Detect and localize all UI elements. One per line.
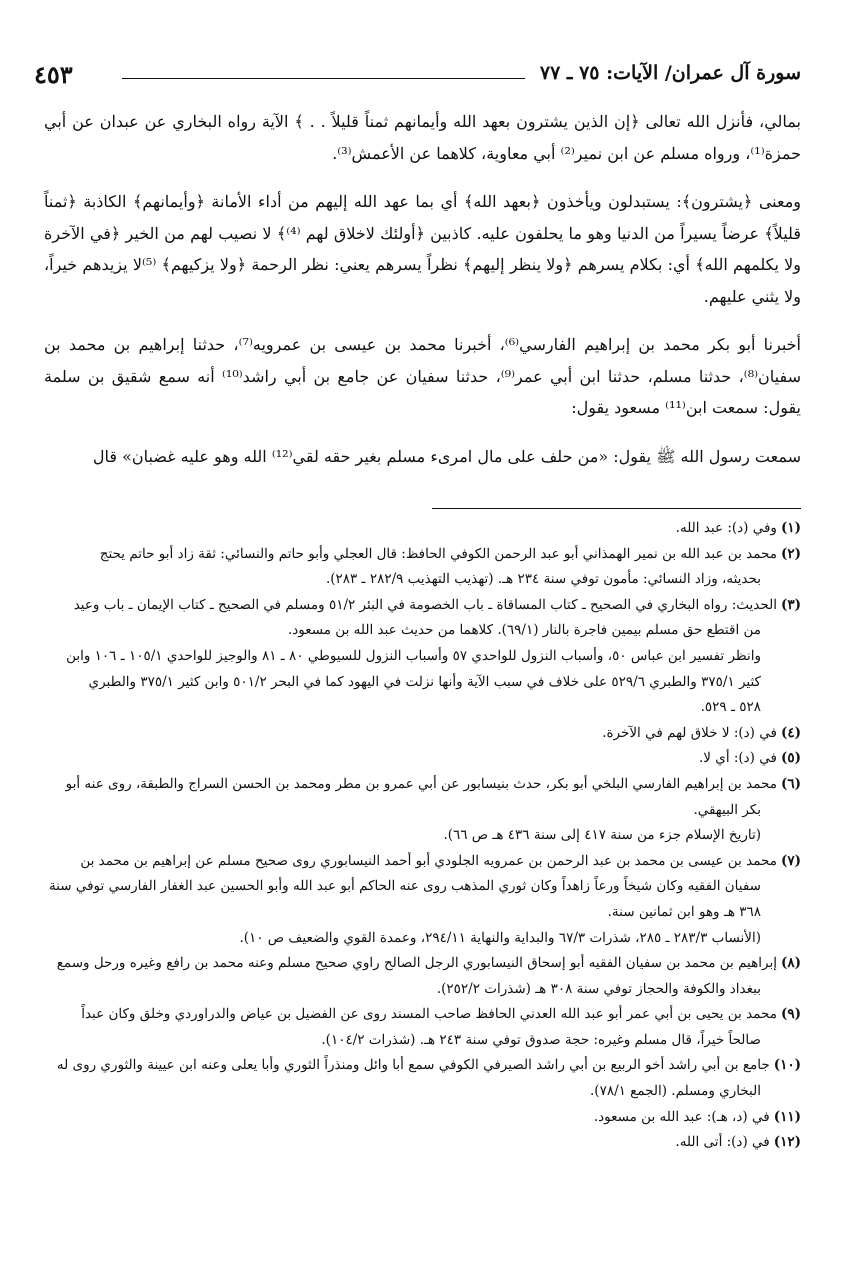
paragraph: ومعنى ﴿يشترون﴾: يستبدلون ويأخذون ﴿بعهد الله﴾ أي بما عهد الله إليهم من أداء الأمانة ﴿وأيمانهم﴾ الكاذبة ﴿ثمناً قليلاً﴾ عرضاً يسيراً من الدنيا وهو ما يحلفون عليه. كاذبين ﴿أولئك لاخلاق لهم ⁽⁴⁾﴾ لا نصيب لهم من الخير ﴿في الآخرة ولا يكلمهم الله﴾ أي: بكلام يسرهم ﴿ولا ينظر إليهم﴾ نظراً يسرهم يعني: نظر الرحمة ﴿ولا يزكيهم﴾ ⁽⁵⁾لا يزيدهم خيراً، ولا يثني عليهم. bbox=[44, 192, 801, 306]
main-text bbox=[44, 106, 801, 489]
footnote-text: كثير ٣٧٥/١ والطبري ٥٢٩/٦ على خلاف في سبب الآية وأنها نزلت في اليهود كما في البحر ٥٠١/٢ وابن كثير ٣٧٥/١ والطبري bbox=[88, 673, 761, 690]
footnote-line bbox=[36, 823, 801, 849]
footnote-text: في (د): أتى الله. bbox=[675, 1134, 770, 1151]
footnote-text: وانظر تفسير ابن عباس ٥٠، وأسباب النزول للواحدي ٥٧ وأسباب النزول للسيوطي ٨٠ ـ ٨١ والوجيز للواحدي ١٠٥/١ ـ ١٠٦ وابن bbox=[66, 647, 761, 664]
footnote-line bbox=[36, 1079, 801, 1105]
footnote-line bbox=[36, 1105, 801, 1131]
footnote-text: صالحاً خيراً، قال مسلم وغيره: حجة صدوق توفي سنة ٢٤٣ هـ. (شذرات ١٠٤/٢). bbox=[321, 1031, 761, 1048]
footnote-line bbox=[36, 644, 801, 670]
footnote bbox=[36, 516, 801, 542]
footnote-text: في (د): أي لا. bbox=[698, 750, 777, 767]
footnote-text: إبراهيم بن محمد بن سفيان الفقيه أبو إسحاق النيسابوري الرجل الصالح راوي صحيح مسلم وعنه محمد بن رافع وغيره ورحل وسمع bbox=[56, 955, 777, 972]
footnote-number: (٨) bbox=[780, 955, 801, 972]
footnote-text: محمد بن إبراهيم الفارسي البلخي أبو بكر، حدث بنيسابور عن أبي عمرو بن مطر ومحمد بن الحسن السراج والطبقة، روى عنه أبو bbox=[65, 775, 777, 792]
footnote-line bbox=[36, 926, 801, 952]
footnote-text: من اقتطع حق مسلم بيمين فاجرة بالنار (٦٩/١). كلاهما من حديث عبد الله بن مسعود. bbox=[287, 622, 761, 639]
footnote-text: في (د): لا خلاق لهم في الآخرة. bbox=[602, 724, 777, 741]
running-title: سورة آل عمران/ الآيات: ٧٥ ـ ٧٧ bbox=[539, 62, 801, 84]
footnote-line bbox=[36, 1053, 801, 1079]
header-rule bbox=[122, 78, 525, 79]
footnote-text: (الأنساب ٢٨٣/٣ ـ ٢٨٥، شذرات ٦٧/٣ والبداية والنهاية ٢٩٤/١١، وعمدة القوي والضعيف ص ١٠). bbox=[239, 929, 761, 946]
footnote-line bbox=[36, 746, 801, 772]
footnote-text: محمد بن يحيى بن أبي عمر أبو عبد الله العدني الحافظ صاحب المسند روى عن الفضيل بن عياض والدراوردي وخلق وكان عبداً bbox=[81, 1006, 777, 1023]
footnote-line bbox=[36, 900, 801, 926]
footnote-text: ببغداد والكوفة والحجاز توفي سنة ٣٠٨ هـ (شذرات ٢٥٢/٢). bbox=[436, 980, 761, 997]
paragraph: سمعت رسول الله ﷺ يقول: «من حلف على مال امرىء مسلم بغير حقه لقي⁽¹²⁾ الله وهو عليه غضبان» قال bbox=[92, 446, 801, 466]
footnote-line bbox=[36, 695, 801, 721]
footnote bbox=[36, 1053, 801, 1104]
footnote-number: (١) bbox=[780, 520, 801, 536]
footnote-line bbox=[36, 951, 801, 977]
footnote-line bbox=[36, 542, 801, 568]
footnote-text: ٣٦٨ هـ وهو ابن ثمانين سنة. bbox=[607, 903, 761, 920]
footnote-number: (٦) bbox=[780, 775, 801, 792]
footnote bbox=[36, 721, 801, 747]
footnote-text: الحديث: رواه البخاري في الصحيح ـ كتاب المساقاة ـ باب الخصومة في البئر ٥١/٢ ومسلم في الصحيح ـ كتاب الإيمان ـ باب وعيد bbox=[73, 596, 777, 613]
footnote-number: (١١) bbox=[773, 1108, 801, 1125]
footnote-text: في (د، هـ): عبد الله بن مسعود. bbox=[593, 1108, 770, 1125]
footnote-line bbox=[36, 1028, 801, 1054]
footnote-number: (١٢) bbox=[773, 1134, 801, 1151]
footnote-line bbox=[36, 874, 801, 900]
footnote-number: (١٠) bbox=[773, 1057, 801, 1074]
footnote-line bbox=[36, 977, 801, 1003]
footnote-number: (٣) bbox=[780, 596, 801, 613]
footnote-text: البخاري ومسلم. (الجمع ٧٨/١). bbox=[590, 1083, 761, 1100]
page-header bbox=[34, 62, 801, 92]
footnote-number: (٥) bbox=[780, 750, 801, 767]
footnote bbox=[36, 1130, 801, 1156]
footnote-line bbox=[36, 721, 801, 747]
footnote bbox=[36, 951, 801, 1002]
footnote-text: سفيان الفقيه وكان شيخاً ورعاً زاهداً وكان ثوري المذهب روى عنه الحاكم أبو عبد الله وأبو الحسين عبد الغفار الفارسي توفي سنة bbox=[48, 878, 761, 895]
footnotes bbox=[36, 516, 801, 1156]
footnote-number: (٧) bbox=[780, 852, 801, 869]
footnote-line bbox=[36, 1002, 801, 1028]
footnote-line bbox=[36, 670, 801, 696]
footnote-line bbox=[36, 618, 801, 644]
footnote-line bbox=[36, 798, 801, 824]
footnote-line bbox=[36, 567, 801, 593]
footnote bbox=[36, 542, 801, 593]
footnote-separator bbox=[432, 508, 801, 509]
footnote-text: جامع بن أبي راشد أخو الربيع بن أبي راشد الصيرفي الكوفي سمع أبا وائل ومنذراً الثوري وأبا يعلى وعنه ابن عيينة والثوري روى له bbox=[56, 1057, 770, 1074]
footnote-line bbox=[36, 849, 801, 875]
footnote-number: (٩) bbox=[780, 1006, 801, 1023]
footnote-text: بحديثه، وزاد النسائي: مأمون توفي سنة ٢٣٤ هـ. (تهذيب التهذيب ٢٨٢/٩ ـ ٢٨٣). bbox=[325, 571, 761, 588]
footnote-text: بكر البيهقي. bbox=[693, 801, 761, 818]
paragraph: بمالي، فأنزل الله تعالى ﴿إن الذين يشترون بعهد الله وأيمانهم ثمناً قليلاً . . ﴾ الآية رواه البخاري عن عبدان عن أبي حمزة⁽¹⁾، ورواه مسلم عن ابن نمير⁽²⁾ أبي معاوية، كلاهما عن الأعمش⁽³⁾. bbox=[44, 112, 802, 163]
footnote bbox=[36, 746, 801, 772]
footnote bbox=[36, 593, 801, 721]
paragraph: أخبرنا أبو بكر محمد بن إبراهيم الفارسي⁽⁶⁾، أخبرنا محمد بن عيسى بن عمرويه⁽⁷⁾، حدثنا إبراهيم بن محمد بن سفيان⁽⁸⁾، حدثنا مسلم، حدثنا ابن أبي عمر⁽⁹⁾، حدثنا سفيان عن جامع بن أبي راشد⁽¹⁰⁾ أنه سمع شقيق بن سلمة يقول: سمعت ابن⁽¹¹⁾ مسعود يقول: bbox=[44, 335, 802, 417]
footnote bbox=[36, 1105, 801, 1131]
footnote bbox=[36, 1002, 801, 1053]
footnote-text: ٥٢٨ ـ ٥٢٩. bbox=[700, 699, 761, 716]
footnote-line bbox=[36, 593, 801, 619]
footnote bbox=[36, 849, 801, 951]
footnote-text: (تاريخ الإسلام جزء من سنة ٤١٧ إلى سنة ٤٣٦ هـ ص ٦٦). bbox=[443, 827, 761, 844]
footnote-text: محمد بن عبد الله بن نمير الهمذاني أبو عبد الرحمن الكوفي الحافظ: قال العجلي وأبو حاتم والنسائي: ثقة زاد أبو حاتم يحتج bbox=[99, 545, 777, 562]
footnote-line bbox=[36, 772, 801, 798]
footnote-line bbox=[36, 516, 801, 542]
footnote-number: (٤) bbox=[780, 724, 801, 741]
footnote-number: (٢) bbox=[780, 545, 801, 562]
footnote-text: وفي (د): عبد الله. bbox=[675, 520, 777, 536]
footnote bbox=[36, 772, 801, 849]
footnote-text: محمد بن عيسى بن محمد بن عبد الرحمن بن عمرويه الجلودي أبو أحمد النيسابوري روى صحيح مسلم عن إبراهيم بن محمد بن bbox=[80, 852, 777, 869]
footnote-line bbox=[36, 1130, 801, 1156]
page-number: ٤٥٣ bbox=[34, 60, 73, 89]
